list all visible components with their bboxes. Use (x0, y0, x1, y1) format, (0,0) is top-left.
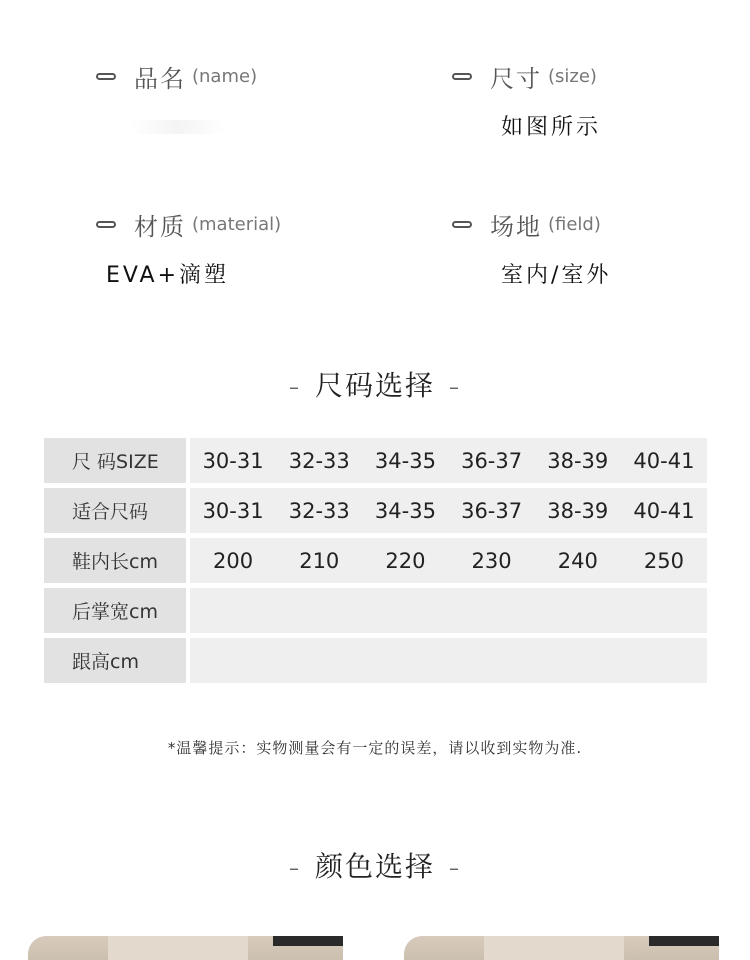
table-cell: 32-33 (288, 498, 350, 523)
table-cell: 38-39 (547, 498, 609, 523)
table-row (44, 538, 707, 583)
spec-material-sub: (material) (192, 213, 282, 235)
color-option-photo-2[interactable] (404, 936, 719, 960)
spec-name-sub: (name) (192, 65, 258, 87)
table-cell: 220 (385, 548, 426, 573)
size-section-title (0, 364, 750, 404)
color-option-photo-1[interactable] (28, 936, 343, 960)
table-cell: 200 (213, 548, 254, 573)
table-cell: 38-39 (547, 448, 609, 473)
title-sep-left: – (288, 856, 301, 880)
row-values (186, 538, 707, 583)
table-cell: 40-41 (633, 448, 695, 473)
dash-icon (452, 221, 472, 228)
row-header: 跟高cm (44, 638, 186, 683)
measurement-note: *温馨提示：实物测量会有一定的误差，请以收到实物为准. (167, 739, 583, 757)
table-cell: 30-31 (202, 498, 264, 523)
table-cell: 240 (557, 548, 598, 573)
table-cell: 36-37 (461, 498, 523, 523)
spec-material-label: 材质 (134, 212, 186, 241)
row-header: 后掌宽cm (44, 588, 186, 633)
color-section-title (0, 845, 750, 885)
table-cell: 30-31 (202, 448, 264, 473)
title-sep-right: – (449, 375, 461, 399)
spec-size-sub: (size) (548, 65, 597, 87)
row-values (186, 488, 707, 533)
table-cell: 230 (471, 548, 512, 573)
spec-field-sub: (field) (548, 213, 601, 235)
table-row (44, 638, 707, 683)
spec-field-label: 场地 (490, 212, 542, 241)
row-header: 适合尺码 (44, 488, 186, 533)
spec-material-value: EVA+滴塑 (106, 263, 230, 288)
title-sep-right: – (449, 856, 461, 880)
color-title-text: 颜色选择 (314, 850, 435, 883)
table-cell: 40-41 (633, 498, 695, 523)
spec-size-label: 尺寸 (490, 64, 542, 93)
table-cell: 34-35 (374, 448, 436, 473)
row-values (186, 438, 707, 483)
row-header: 鞋内长cm (44, 538, 186, 583)
spec-name (96, 58, 396, 94)
row-values (186, 588, 707, 633)
row-values (186, 638, 707, 683)
table-cell: 36-37 (461, 448, 523, 473)
table-cell: 250 (643, 548, 684, 573)
spec-material (96, 206, 396, 289)
row-header: 尺 码SIZE (44, 438, 186, 483)
size-title-text: 尺码选择 (314, 369, 435, 402)
table-cell: 32-33 (288, 448, 350, 473)
spec-name-label: 品名 (134, 64, 186, 93)
dash-icon (96, 73, 116, 80)
table-cell: 34-35 (374, 498, 436, 523)
spec-size (452, 58, 750, 141)
spec-size-value: 如图所示 (501, 115, 602, 140)
size-table (44, 438, 707, 688)
dash-icon (96, 221, 116, 228)
name-value-placeholder (130, 120, 225, 134)
table-cell: 210 (299, 548, 340, 573)
table-row (44, 588, 707, 633)
table-row (44, 488, 707, 533)
spec-field-value: 室内/室外 (501, 263, 612, 288)
spec-field (452, 206, 750, 289)
title-sep-left: – (288, 375, 301, 399)
table-row (44, 438, 707, 483)
dash-icon (452, 73, 472, 80)
